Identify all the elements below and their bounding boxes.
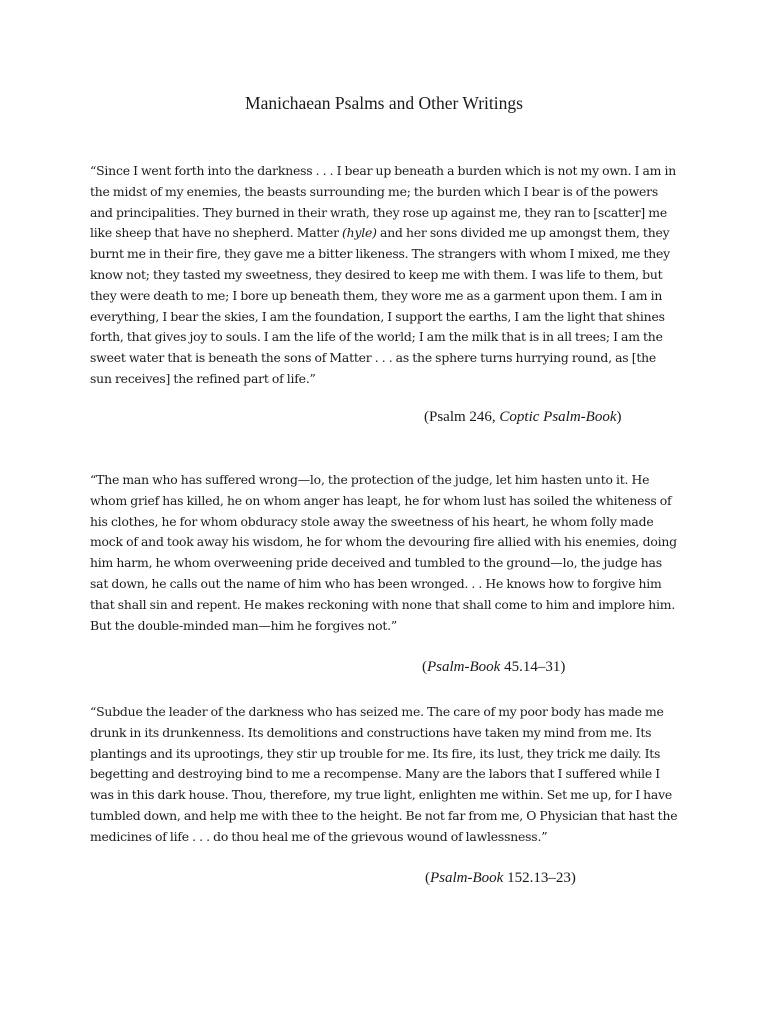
passage-psalm-book-45 bbox=[90, 470, 678, 636]
citation-source: Coptic Psalm-Book bbox=[499, 409, 617, 425]
citation-psalm-book-152 bbox=[425, 870, 576, 887]
citation-source: Psalm-Book bbox=[430, 870, 504, 886]
citation-text: 45.14–31) bbox=[500, 659, 566, 675]
page-title: Manichaean Psalms and Other Writings bbox=[245, 93, 523, 113]
citation-text: ( bbox=[422, 659, 427, 675]
citation-source: Psalm-Book bbox=[427, 659, 501, 675]
citation-text: ) bbox=[616, 409, 622, 425]
passage-text-italic: (hyle) bbox=[342, 225, 377, 241]
citation-text: (Psalm 246, bbox=[424, 409, 500, 425]
passage-text: “The man who has suffered wrong—lo, the protection of the judge, let him hasten unto it. He whom grief has killed, he on whom anger has leapt, he for whom lust has soiled the whiteness of his clothes, he for whom obduracy stole away the sweetness of his heart, he whom folly made mock of and took away his wisdom, he for whom the devouring fire allied with his enemies, doing him harm, he whom overweening pride deceived and tumbled to the ground—lo, the judge has sat down, he calls out the name of him who has been wronged. . . He knows how to forgive him that shall sin and repent. He makes reckoning with none that shall come to him and implore him. But the double-minded man—him he forgives not.” bbox=[90, 472, 677, 633]
passage-text: “Subdue the leader of the darkness who has seized me. The care of my poor body has made me drunk in its drunkenness. Its demolitions and constructions have taken my mind from me. Its plantings and its uprootings, they stir up trouble for me. Its fire, its lust, they trick me daily. Its begetting and destroying bind to me a recompense. Many are the labors that I suffered while I was in this dark house. Thou, therefore, my true light, enlighten me within. Set me up, for I have tumbled down, and help me with thee to the height. Be not far from me, O Physician that hast the medicines of life . . . do thou heal me of the grievous wound of lawlessness.” bbox=[90, 704, 678, 844]
passage-text: and her sons divided me up amongst them, they burnt me in their fire, they gave me a bitter likeness. The strangers with whom I mixed, me they know not; they tasted my sweetness, they desired to keep me with them. I was life to them, but they were death to me; I bore up beneath them, they wore me as a garment upon them. I am in everything, I bear the skies, I am the foundation, I support the earths, I am the light that shines forth, that gives joy to souls. I am the life of the world; I am the milk that is in all trees; I am the sweet water that is beneath the sons of Matter . . . as the sphere turns hurrying round, as [the sun receives] the refined part of life.” bbox=[90, 225, 670, 386]
citation-text: ( bbox=[425, 870, 430, 886]
citation-psalm-book-45 bbox=[422, 659, 565, 676]
citation-text: 152.13–23) bbox=[503, 870, 576, 886]
passage-psalm-246 bbox=[90, 161, 678, 390]
citation-psalm-246 bbox=[424, 409, 622, 426]
passage-psalm-book-152 bbox=[90, 702, 678, 848]
passage-text: “Since I went forth into the darkness . . . I bear up beneath a burden which is not my own. I am in the midst of my enemies, the beasts surrounding me; the burden which I bear is of the powers and principalities. They burned in their wrath, they rose up against me, they ran to [scatter] me like sheep that have no shepherd. Matter bbox=[90, 163, 677, 241]
